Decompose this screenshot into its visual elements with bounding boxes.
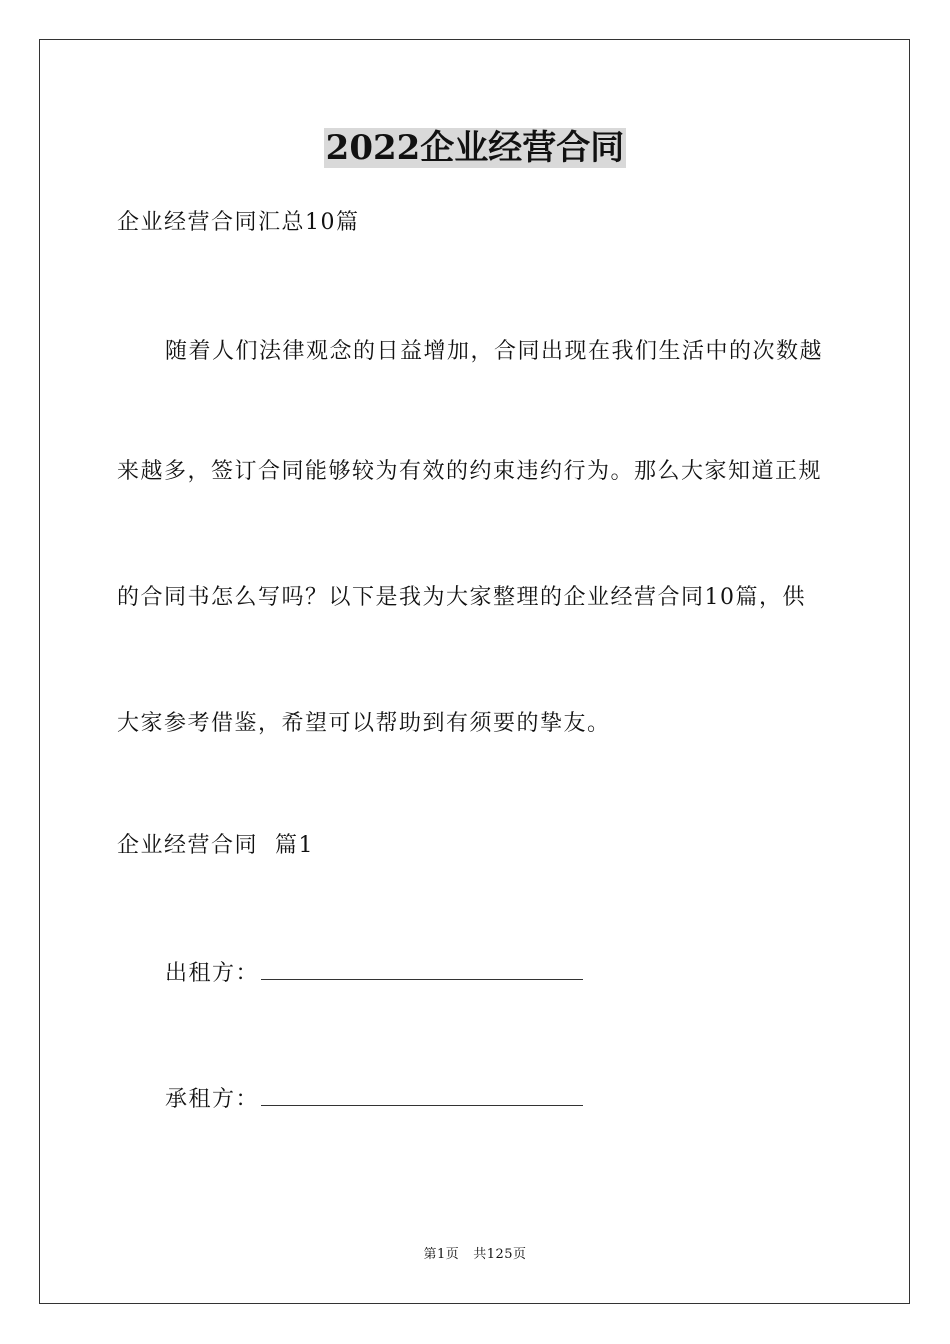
lessor-label: 出租方： [165, 961, 260, 986]
intro-line-1: 随着人们法律观念的日益增加，合同出现在我们生活中的次数越 [165, 339, 824, 364]
document-title [0, 126, 950, 170]
page-total: 共125页 [473, 1247, 527, 1262]
page-footer [0, 1246, 950, 1264]
intro-line-2: 来越多，签订合同能够较为有效的约束违约行为。那么大家知道正规 [117, 459, 823, 484]
document-subtitle: 企业经营合同汇总10篇 [117, 210, 360, 235]
section-heading: 企业经营合同 篇1 [117, 833, 314, 858]
lessee-row [165, 1083, 885, 1115]
intro-line-4: 大家参考借鉴，希望可以帮助到有须要的挚友。 [117, 711, 611, 736]
lessor-row [165, 957, 885, 989]
page-number: 第1页 [423, 1247, 460, 1262]
document-title-text: 2022企业经营合同 [325, 128, 625, 168]
lessee-label: 承租方： [165, 1087, 260, 1112]
intro-line-3: 的合同书怎么写吗？以下是我为大家整理的企业经营合同10篇，供 [117, 585, 806, 610]
lessor-blank-line[interactable] [261, 957, 583, 980]
lessee-blank-line[interactable] [261, 1083, 583, 1106]
